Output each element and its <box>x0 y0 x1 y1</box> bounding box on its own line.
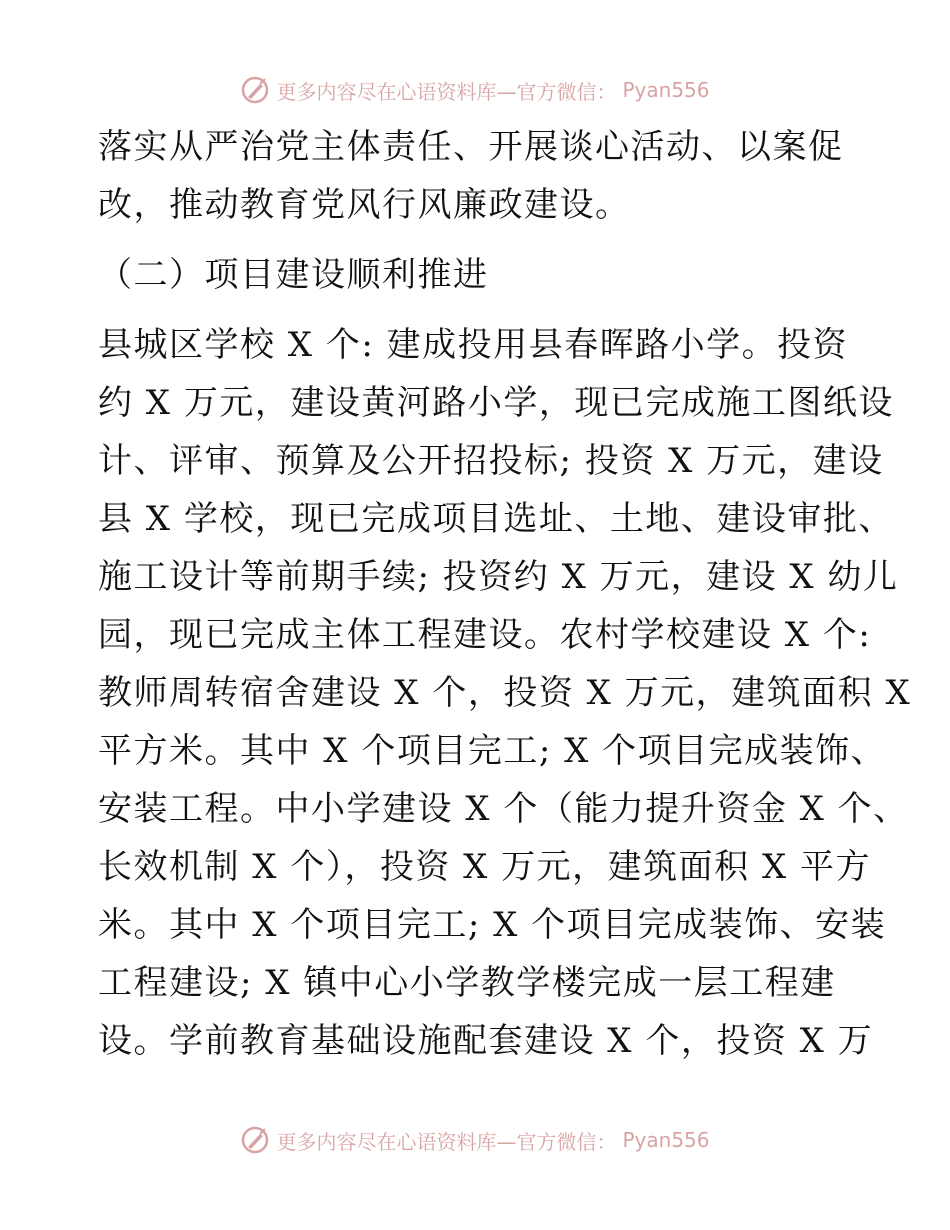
paragraph-line: 落实从严治党主体责任、开展谈心活动、以案促 <box>98 127 844 167</box>
watermark-text: 更多内容尽在心语资料库—官方微信： <box>276 79 617 104</box>
watermark-text: 更多内容尽在心语资料库—官方微信： <box>276 1129 617 1154</box>
document-body <box>98 118 912 1070</box>
paragraph-line: 工程建设; X 镇中心小学教学楼完成一层工程建 <box>98 963 836 1003</box>
header-watermark <box>0 70 950 110</box>
paragraph-line: 园，现已完成主体工程建设。农村学校建设 X 个: <box>98 615 872 655</box>
footer-watermark <box>0 1120 950 1160</box>
paragraph-line: 约 X 万元，建设黄河路小学，现已完成施工图纸设 <box>98 383 894 423</box>
paragraph-line: 平方米。其中 X 个项目完工; X 个项目完成装饰、 <box>98 731 887 771</box>
paragraph-line: 县城区学校 X 个: 建成投用县春晖路小学。投资 <box>98 325 849 365</box>
watermark-handle: Pyan556 <box>622 78 710 102</box>
quill-logo-icon <box>240 75 270 105</box>
paragraph-line: 改，推动教育党风行风廉政建设。 <box>98 185 631 225</box>
paragraph-line: 施工设计等前期手续; 投资约 X 万元，建设 X 幼儿 <box>98 557 899 597</box>
paragraph-line: 米。其中 X 个项目完工; X 个项目完成装饰、安装 <box>98 905 887 945</box>
paragraph-line: 设。学前教育基础设施配套建设 X 个，投资 X 万 <box>98 1021 874 1061</box>
watermark-handle: Pyan556 <box>622 1128 710 1152</box>
paragraph-line: 长效机制 X 个），投资 X 万元，建筑面积 X 平方 <box>98 847 871 887</box>
paragraph-line: 计、评审、预算及公开招投标; 投资 X 万元，建设 <box>98 441 884 481</box>
section-heading: （二）项目建设顺利推进 <box>98 255 489 295</box>
paragraph-line: 县 X 学校，现已完成项目选址、土地、建设审批、 <box>98 499 894 539</box>
paragraph-line: 教师周转宿舍建设 X 个，投资 X 万元，建筑面积 X <box>98 673 912 713</box>
quill-logo-icon <box>240 1125 270 1155</box>
paragraph-line: 安装工程。中小学建设 X 个（能力提升资金 X 个、 <box>98 789 909 829</box>
